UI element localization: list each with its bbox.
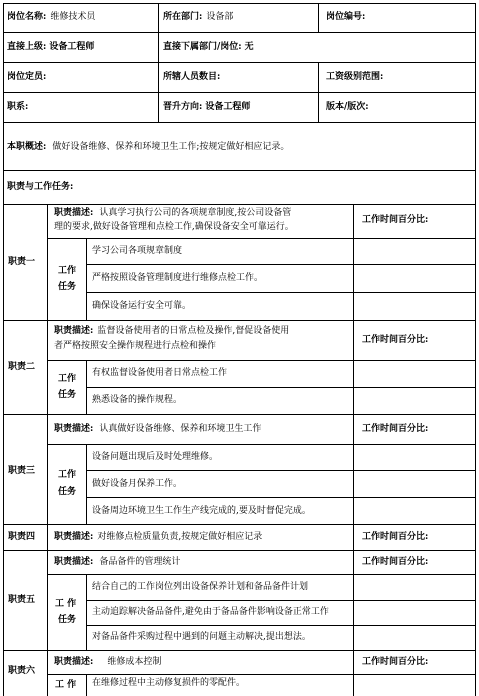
divider bbox=[86, 625, 476, 626]
divider bbox=[158, 32, 159, 62]
department-label: 所在部门: bbox=[163, 12, 203, 22]
divider bbox=[3, 122, 476, 123]
divider bbox=[86, 264, 476, 265]
promotion-label: 晋升方向: bbox=[163, 102, 203, 112]
duty-4-title: 职责四 bbox=[8, 532, 36, 542]
duty-1-time-label: 工作时间百分比: bbox=[362, 215, 429, 225]
version-label: 版本/版次: bbox=[326, 102, 369, 112]
divider bbox=[158, 62, 159, 92]
divider bbox=[353, 204, 354, 696]
department-value: 设备部 bbox=[206, 12, 234, 22]
duty-2-title: 职责二 bbox=[8, 362, 36, 372]
duty-6-desc-label: 职责描述: bbox=[54, 657, 94, 667]
staff-count-label: 所辖人员数目: bbox=[163, 72, 221, 82]
divider bbox=[47, 444, 476, 445]
duty-3-tasks-label: 工作 bbox=[58, 470, 77, 480]
duty-2-desc-label: 职责描述: bbox=[54, 326, 94, 336]
divider bbox=[86, 674, 87, 696]
overview-label: 本职概述: bbox=[7, 142, 47, 152]
duty-5-tasks-label: 工 作 bbox=[55, 599, 77, 609]
divider bbox=[86, 292, 476, 293]
divider bbox=[86, 238, 87, 320]
duty-5-task: 对备品备件采购过程中遇到的问题主动解决,提出想法。 bbox=[92, 632, 311, 642]
divider bbox=[3, 320, 476, 321]
duty-1-tasks-label: 任务 bbox=[58, 282, 77, 292]
divider bbox=[47, 674, 476, 675]
divider bbox=[318, 62, 319, 92]
divider bbox=[3, 32, 476, 33]
duty-3-task: 设备问题出现后及时处理维修。 bbox=[92, 452, 219, 462]
divider bbox=[47, 360, 476, 361]
duty-6-task: 在维修过程中主动修复损件的零配件。 bbox=[92, 678, 246, 688]
duty-5-desc-label: 职责描述: bbox=[54, 557, 94, 567]
duty-5-title: 职责五 bbox=[8, 595, 36, 605]
divider bbox=[3, 524, 476, 525]
overview-text: 做好设备维修、保养和环境卫生工作;按规定做好相应记录。 bbox=[52, 142, 290, 152]
salary-range-label: 工资级别范围: bbox=[326, 72, 384, 82]
duty-6-tasks-label: 工 作 bbox=[55, 680, 77, 690]
subordinate-label: 直接下属部门/岗位: bbox=[163, 42, 242, 52]
divider bbox=[86, 497, 476, 498]
duty-5-desc-line1: 备品备件的管理统计 bbox=[99, 557, 181, 567]
duty-5-task: 主动追踪解决备品备件,避免由于备品备件影响设备正常工作 bbox=[92, 607, 329, 617]
divider bbox=[3, 62, 476, 63]
duties-section-title: 职责与工作任务: bbox=[7, 182, 74, 192]
duty-6-title: 职责六 bbox=[8, 666, 36, 676]
duty-1-desc-line1: 认真学习执行公司的各项规章制度,按公司设备管 bbox=[99, 208, 292, 218]
duty-1-title: 职责一 bbox=[8, 257, 36, 267]
duty-3-task: 做好设备月保养工作。 bbox=[92, 479, 183, 489]
divider bbox=[86, 387, 476, 388]
divider bbox=[47, 574, 476, 575]
duty-4-desc-line1: 对维修点检质量负责,按规定做好相应记录 bbox=[97, 532, 263, 542]
divider bbox=[158, 3, 159, 33]
duty-5-tasks-label: 任务 bbox=[58, 615, 77, 625]
duty-2-tasks-label: 工作 bbox=[58, 374, 77, 384]
duty-3-tasks-label: 任务 bbox=[58, 487, 77, 497]
divider bbox=[47, 238, 476, 239]
promotion-value: 设备工程师 bbox=[205, 102, 251, 112]
divider bbox=[3, 170, 476, 171]
divider bbox=[86, 574, 87, 650]
divider bbox=[318, 3, 319, 33]
duty-2-tasks-label: 任务 bbox=[58, 390, 77, 400]
duty-3-task: 设备周边环境卫生工作生产线完成的,要及时督促完成。 bbox=[92, 506, 311, 516]
duty-3-time-label: 工作时间百分比: bbox=[362, 424, 429, 434]
duty-2-task: 有权监督设备使用者日常点检工作 bbox=[92, 368, 228, 378]
job-code-label: 岗位编号: bbox=[326, 12, 366, 22]
divider bbox=[47, 204, 48, 696]
duty-3-desc-line1: 认真做好设备维修、保养和环境卫生工作 bbox=[99, 424, 262, 434]
duty-2-task: 熟悉设备的操作规程。 bbox=[92, 395, 183, 405]
duty-6-desc-line1: 维修成本控制 bbox=[107, 657, 162, 667]
divider bbox=[3, 414, 476, 415]
divider bbox=[318, 92, 319, 122]
duty-1-tasks-label: 工作 bbox=[58, 266, 77, 276]
duty-2-desc-line2: 者严格按照安全操作规程进行点检和操作 bbox=[54, 341, 217, 351]
duty-4-time-label: 工作时间百分比: bbox=[362, 532, 429, 542]
duty-1-task: 严格按照设备管理制度进行维修点检工作。 bbox=[92, 273, 264, 283]
headcount-label: 岗位定员: bbox=[7, 72, 47, 82]
duty-6-time-label: 工作时间百分比: bbox=[362, 657, 429, 667]
job-title-value: 维修技术员 bbox=[50, 12, 96, 22]
duty-3-desc-label: 职责描述: bbox=[54, 424, 94, 434]
duty-1-task: 学习公司各项规章制度 bbox=[92, 246, 183, 256]
divider bbox=[158, 92, 159, 122]
divider bbox=[86, 444, 87, 524]
duty-3-title: 职责三 bbox=[8, 466, 36, 476]
duty-2-time-label: 工作时间百分比: bbox=[362, 335, 429, 345]
duty-5-task: 结合自己的工作岗位列出设备保养计划和备品备件计划 bbox=[92, 582, 309, 592]
job-title-label: 岗位名称: bbox=[7, 12, 47, 22]
divider bbox=[3, 650, 476, 651]
job-series-label: 职系: bbox=[7, 102, 29, 112]
duty-1-task: 确保设备运行安全可靠。 bbox=[92, 301, 192, 311]
duty-1-desc-label: 职责描述: bbox=[54, 208, 94, 218]
duty-4-desc-label: 职责描述: bbox=[54, 532, 94, 542]
duty-2-desc-line1: 监督设备使用者的日常点检及操作,督促设备使用 bbox=[97, 326, 290, 336]
divider bbox=[86, 600, 476, 601]
duty-5-time-label: 工作时间百分比: bbox=[362, 557, 429, 567]
superior-label: 直接上级: bbox=[7, 42, 47, 52]
superior-value: 设备工程师 bbox=[49, 42, 95, 52]
subordinate-value: 无 bbox=[244, 42, 254, 52]
divider bbox=[86, 470, 476, 471]
divider bbox=[3, 550, 476, 551]
divider bbox=[3, 204, 476, 205]
divider bbox=[3, 92, 476, 93]
duty-1-desc-line2: 理的要求,做好设备管理和点检工作,确保设备安全可靠运行。 bbox=[54, 222, 294, 232]
